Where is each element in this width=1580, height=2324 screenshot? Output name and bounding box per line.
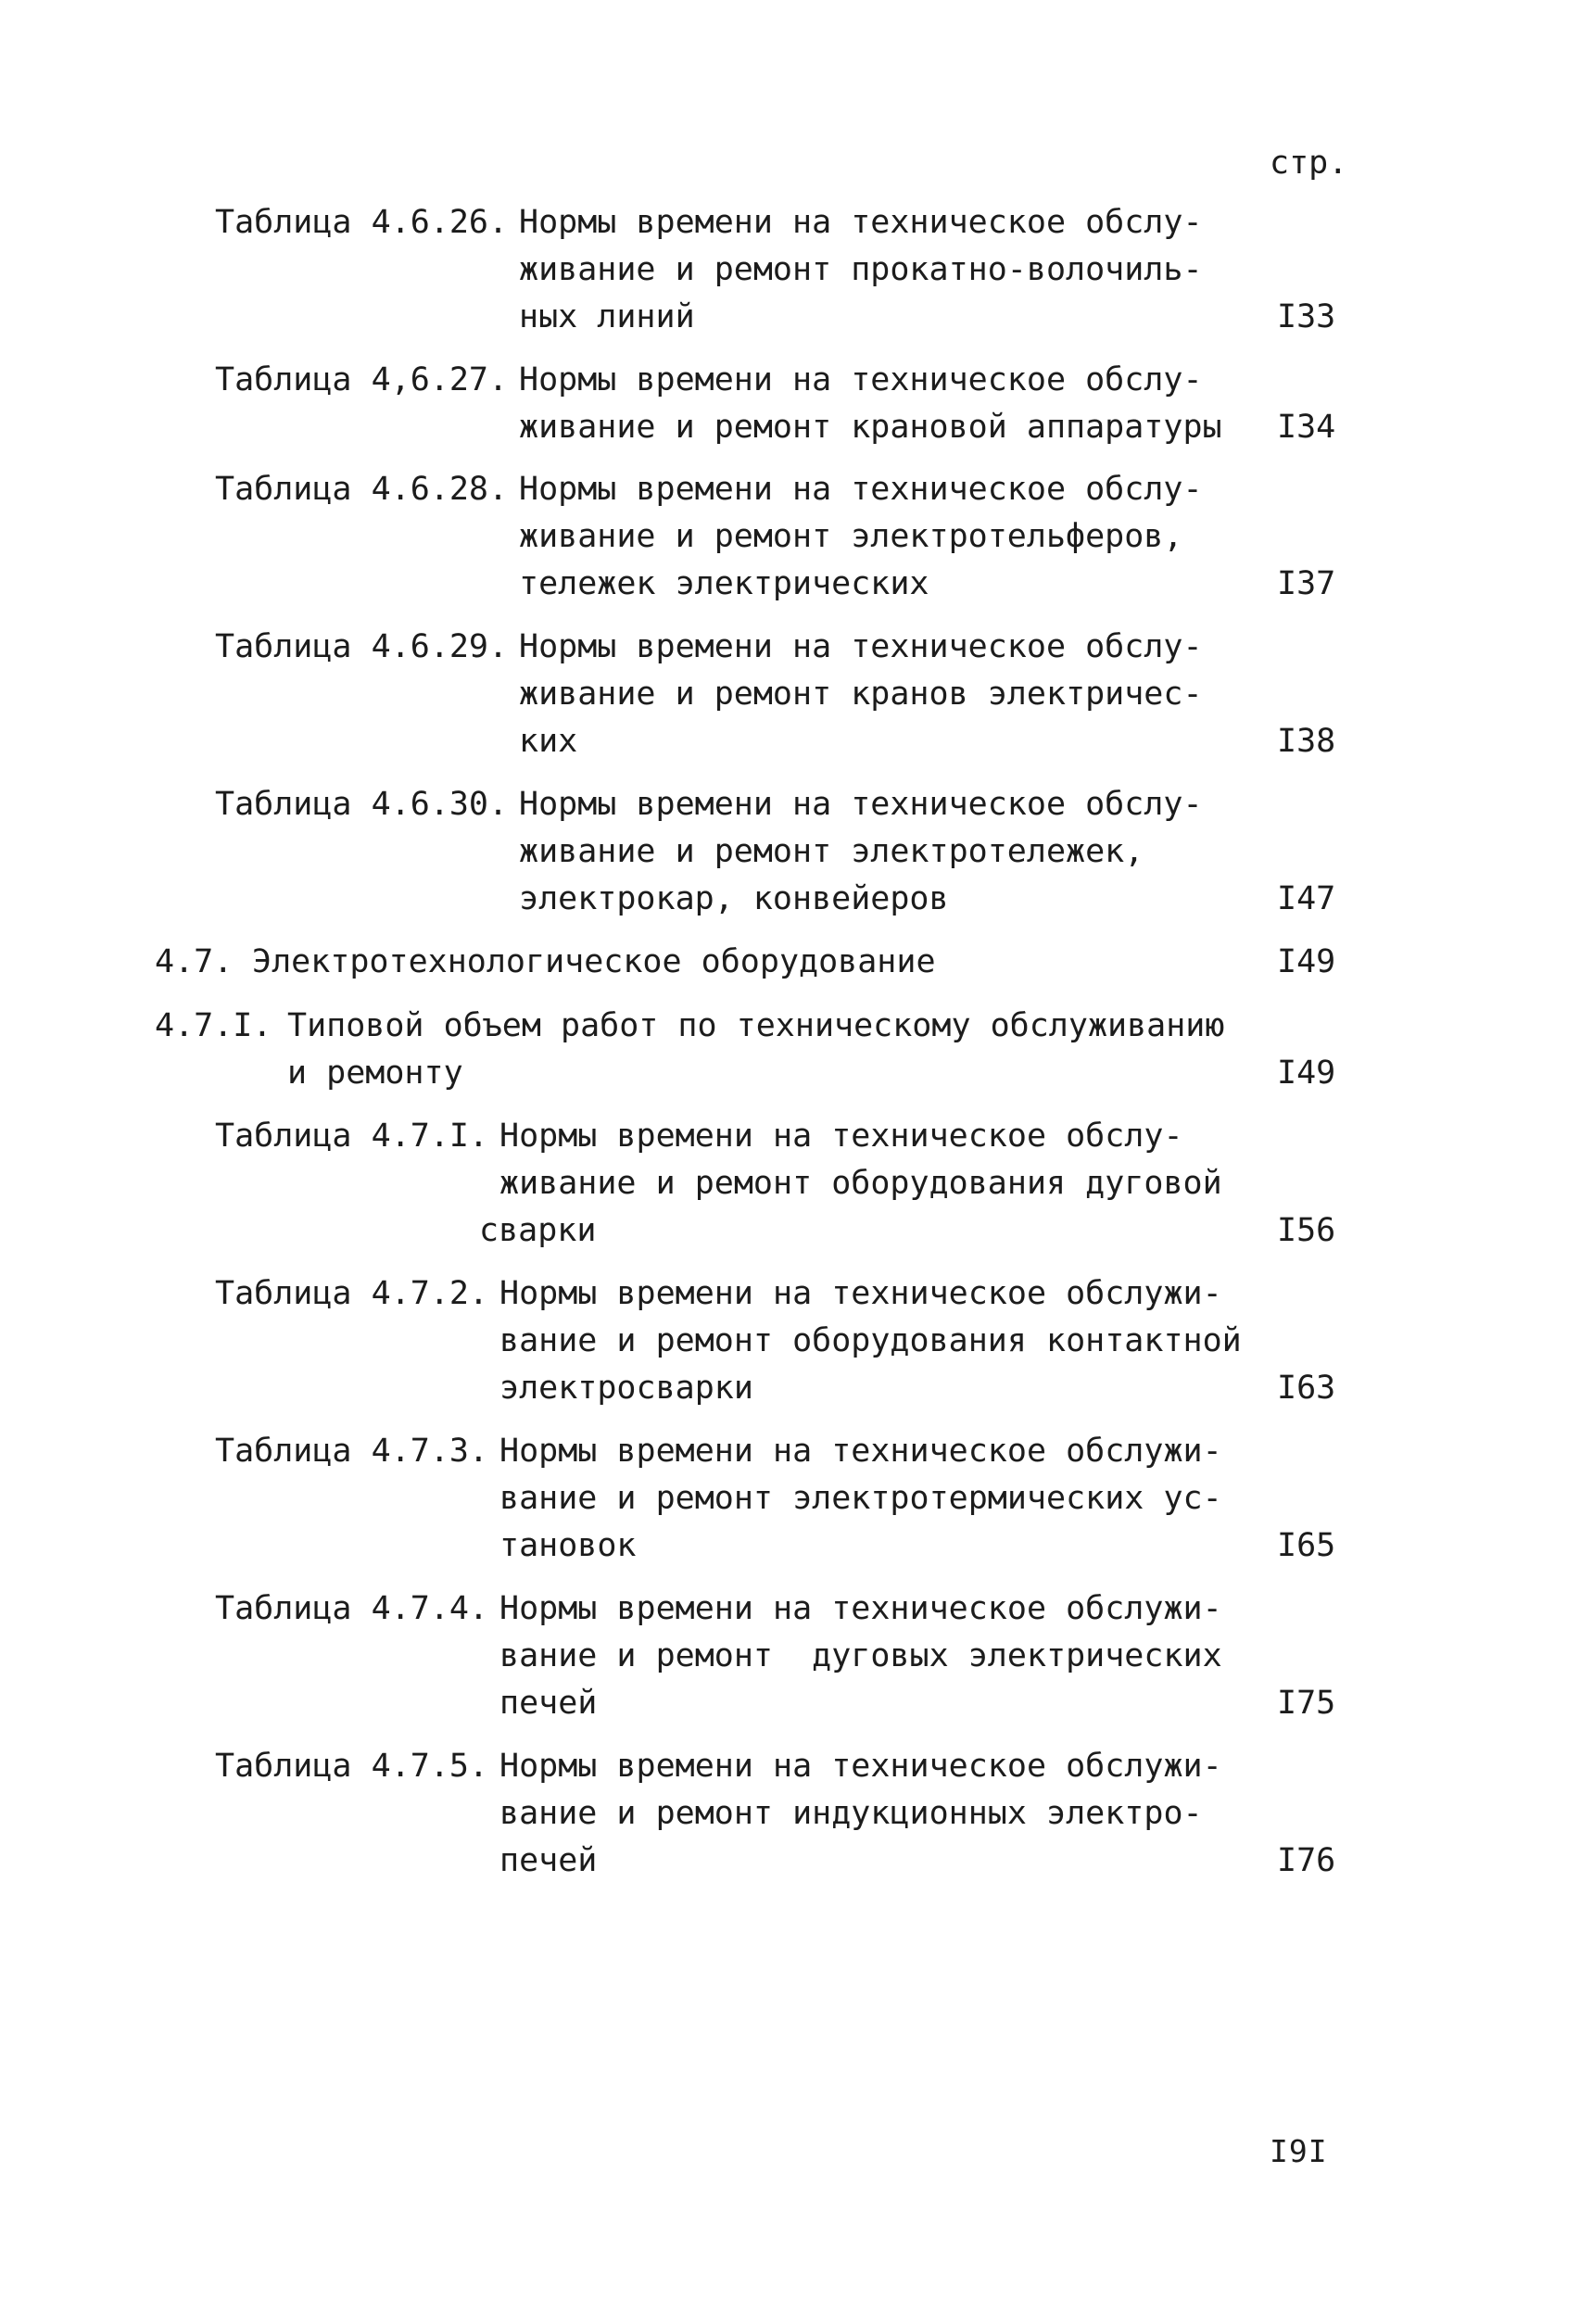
toc-entry-line: Нормы времени на техническое обслу-	[519, 471, 1203, 508]
page-column-label: стр.	[1270, 145, 1348, 182]
toc-entry-line: электрокар, конвейеров	[519, 880, 949, 917]
toc-entry-line: живание и ремонт электротельферов,	[519, 518, 1183, 555]
toc-entry-line: вание и ремонт оборудования контактной	[499, 1322, 1242, 1359]
toc-entry-label: Таблица 4.7.2.	[215, 1275, 489, 1312]
toc-entry-line: Нормы времени на техническое обслужи-	[499, 1433, 1222, 1470]
toc-entry-page: I65	[1277, 1527, 1336, 1564]
toc-entry-label: Таблица 4.6.30.	[215, 786, 509, 823]
toc-entry-line: живание и ремонт крановой аппаратуры	[519, 409, 1222, 446]
toc-section-title: и ремонту	[287, 1055, 463, 1092]
toc-entry-page: I75	[1277, 1685, 1336, 1722]
toc-entry-label: Таблица 4.7.3.	[215, 1433, 489, 1470]
toc-entry-page: I38	[1277, 723, 1336, 760]
toc-entry-page: I49	[1277, 943, 1336, 980]
toc-entry-page: I33	[1277, 298, 1336, 335]
toc-entry-label: Таблица 4.6.29.	[215, 628, 509, 665]
toc-entry-label: Таблица 4,6.27.	[215, 361, 509, 398]
toc-entry-line: живание и ремонт оборудования дуговой	[499, 1165, 1222, 1202]
toc-entry-line: живание и ремонт кранов электричес-	[519, 676, 1203, 713]
toc-entry-line: живание и ремонт электротележек,	[519, 833, 1144, 870]
toc-entry-line: электросварки	[499, 1370, 753, 1407]
toc-entry-line: тележек электрических	[519, 565, 929, 602]
toc-section-label: 4.7.I.	[155, 1007, 272, 1044]
toc-entry-page: I56	[1277, 1212, 1336, 1249]
toc-entry-line: вание и ремонт индукционных электро-	[499, 1795, 1203, 1832]
toc-entry-page: I76	[1277, 1842, 1336, 1879]
page-number: I9I	[1270, 2133, 1328, 2169]
toc-entry-line: Нормы времени на техническое обслужи-	[499, 1748, 1222, 1785]
toc-entry-line: сварки	[479, 1212, 597, 1249]
toc-entry-line: Нормы времени на техническое обслу-	[519, 628, 1203, 665]
toc-entry-line: Нормы времени на техническое обслужи-	[499, 1275, 1222, 1312]
toc-section-title: Электротехнологическое оборудование	[252, 943, 936, 980]
toc-entry-line: Нормы времени на техническое обслу-	[519, 786, 1203, 823]
toc-entry-label: Таблица 4.7.I.	[215, 1118, 489, 1155]
toc-entry-line: ких	[519, 723, 578, 760]
toc-entry-line: ных линий	[519, 298, 695, 335]
toc-entry-line: Нормы времени на техническое обслу-	[499, 1118, 1183, 1155]
toc-entry-line: Нормы времени на техническое обслу-	[519, 361, 1203, 398]
toc-entry-line: печей	[499, 1685, 598, 1722]
toc-entry-line: Нормы времени на техническое обслу-	[519, 204, 1203, 241]
toc-entry-line: тановок	[499, 1527, 637, 1564]
toc-entry-page: I37	[1277, 565, 1336, 602]
toc-entry-page: I47	[1277, 880, 1336, 917]
toc-entry-line: живание и ремонт прокатно-волочиль-	[519, 251, 1203, 288]
toc-entry-page: I49	[1277, 1055, 1336, 1092]
toc-entry-label: Таблица 4.6.28.	[215, 471, 509, 508]
toc-section-label: 4.7.	[155, 943, 234, 980]
toc-entry-label: Таблица 4.7.4.	[215, 1590, 489, 1627]
toc-entry-line: вание и ремонт дуговых электрических	[499, 1637, 1222, 1674]
toc-entry-line: Нормы времени на техническое обслужи-	[499, 1590, 1222, 1627]
toc-section-title: Типовой объем работ по техническому обслуживанию	[287, 1007, 1225, 1044]
toc-entry-line: вание и ремонт электротермических ус-	[499, 1480, 1222, 1517]
toc-entry-page: I34	[1277, 409, 1336, 446]
toc-entry-label: Таблица 4.6.26.	[215, 204, 509, 241]
toc-entry-label: Таблица 4.7.5.	[215, 1748, 489, 1785]
toc-entry-page: I63	[1277, 1370, 1336, 1407]
toc-entry-line: печей	[499, 1842, 598, 1879]
